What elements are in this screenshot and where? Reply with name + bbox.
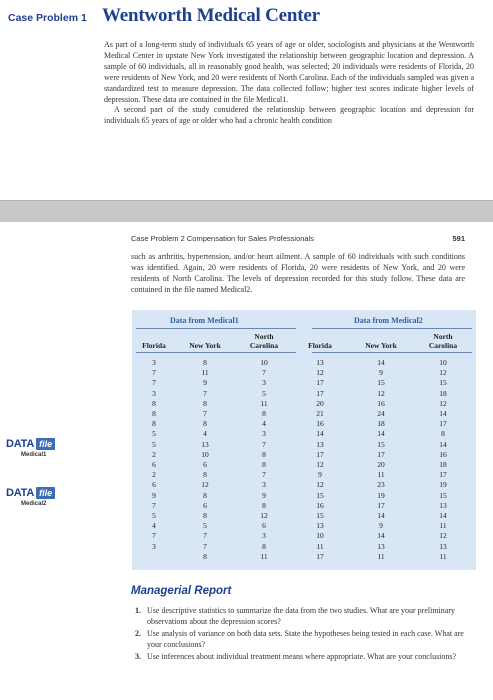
table-cell: 23 <box>377 480 385 490</box>
header-north-carolina-2 <box>414 332 472 350</box>
table-cell: 15 <box>439 490 447 500</box>
table-cell: 8 <box>441 429 445 439</box>
table-cell: 8 <box>203 398 207 408</box>
table-cell: 17 <box>316 449 324 459</box>
case-problem-1-text <box>104 40 474 127</box>
report-item: 2. Use analysis of variance on both data sets. State the hypotheses being tested in each case. What are your conclusions? <box>135 629 464 649</box>
table-cell: 16 <box>377 398 385 408</box>
page-break-band <box>0 200 493 224</box>
case-2-paragraph: such as arthritis, hypertension, and/or heart ailment. A sample of 60 individuals with such conditions was identified. Again, 20 were residents of Florida, 20 were residents of New York, and 20 were residents of North Carolina. The levels of depression recorded for this study follow. These data are contained in the file named Medical2. <box>131 252 465 294</box>
table-cell: 3 <box>152 388 156 398</box>
file-icon: file <box>36 487 55 499</box>
table-cell: 9 <box>379 368 383 378</box>
table-cell: 11 <box>377 551 385 561</box>
managerial-report-list <box>131 606 465 665</box>
column-medical2-florida <box>300 358 340 562</box>
medical1-header-rule <box>136 352 296 353</box>
table-cell: 12 <box>316 368 324 378</box>
table-cell: 24 <box>377 409 385 419</box>
table-cell: 13 <box>316 521 324 531</box>
table-cell: 18 <box>439 388 447 398</box>
case-problem-1-section <box>0 0 493 200</box>
medical2-header-rule <box>312 352 472 353</box>
table-cell: 17 <box>316 378 324 388</box>
table-cell: 8 <box>203 490 207 500</box>
table-cell <box>134 552 174 562</box>
case-problem-title: Wentworth Medical Center <box>102 5 320 26</box>
case-2-text <box>131 252 465 296</box>
table-cell: 12 <box>439 368 447 378</box>
table-cell: 7 <box>203 409 207 419</box>
medical1-title-rule <box>136 328 296 329</box>
table-cell: 12 <box>316 480 324 490</box>
table-cell: 12 <box>439 398 447 408</box>
table-cell: 8 <box>262 541 266 551</box>
table-cell: 16 <box>439 449 447 459</box>
case-problem-2-section <box>0 222 493 700</box>
table-cell: 4 <box>262 419 266 429</box>
table-cell: 10 <box>201 449 209 459</box>
page-number: 591 <box>452 234 465 243</box>
table-cell: 15 <box>377 378 385 388</box>
table-cell: 8 <box>203 511 207 521</box>
column-medical1-florida <box>134 358 174 562</box>
table-cell: 7 <box>152 500 156 510</box>
table-cell: 4 <box>152 521 156 531</box>
table-cell: 7 <box>262 470 266 480</box>
table-cell: 12 <box>201 480 209 490</box>
column-medical2-north-carolina <box>414 358 472 562</box>
table-cell: 8 <box>152 398 156 408</box>
table-cell: 20 <box>377 460 385 470</box>
table-cell: 11 <box>377 470 385 480</box>
table-cell: 15 <box>377 439 385 449</box>
table-cell: 18 <box>377 419 385 429</box>
header-north: North <box>433 332 453 341</box>
table-cell: 6 <box>262 521 266 531</box>
table-cell: 18 <box>439 460 447 470</box>
table-cell: 17 <box>316 388 324 398</box>
table-cell: 2 <box>152 470 156 480</box>
table-cell: 11 <box>260 551 268 561</box>
running-head <box>131 234 465 243</box>
table-cell: 7 <box>262 368 266 378</box>
table-cell: 11 <box>201 368 209 378</box>
data-file-name: Medical1 <box>21 452 47 458</box>
table-cell: 17 <box>377 500 385 510</box>
data-marker-word: DATA <box>6 438 35 450</box>
table-cell: 7 <box>152 368 156 378</box>
table-cell: 8 <box>262 460 266 470</box>
table-cell: 17 <box>439 470 447 480</box>
table-cell: 15 <box>316 511 324 521</box>
report-item: 1. Use descriptive statistics to summarize the data from the two studies. What are your preliminary observations about the depression scores? <box>135 606 455 626</box>
table-cell: 12 <box>439 531 447 541</box>
table-cell: 12 <box>377 388 385 398</box>
table-cell: 3 <box>152 358 156 367</box>
table-cell: 13 <box>316 439 324 449</box>
table-cell: 11 <box>439 551 447 561</box>
table-cell: 8 <box>262 409 266 419</box>
column-medical2-new-york <box>354 358 408 562</box>
table-cell: 13 <box>377 541 385 551</box>
table-cell: 11 <box>260 398 268 408</box>
table-cell: 20 <box>316 398 324 408</box>
table-cell: 14 <box>377 358 385 367</box>
table-cell: 9 <box>379 521 383 531</box>
table-cell: 13 <box>439 541 447 551</box>
table-cell: 6 <box>152 480 156 490</box>
table-cell: 8 <box>203 470 207 480</box>
table-cell: 15 <box>439 378 447 388</box>
table-cell: 5 <box>152 439 156 449</box>
data-marker-word: DATA <box>6 487 35 499</box>
case-1-paragraph-2: A second part of the study considered the relationship between geographic location and depression for individuals 65 years of age or older who had a chronic health condition <box>104 105 474 126</box>
table-cell: 5 <box>152 511 156 521</box>
table-cell: 10 <box>439 358 447 367</box>
table-cell: 5 <box>203 521 207 531</box>
table-cell: 17 <box>377 449 385 459</box>
table-cell: 6 <box>203 500 207 510</box>
table-cell: 8 <box>203 551 207 561</box>
table-cell: 7 <box>152 531 156 541</box>
managerial-report-title: Managerial Report <box>131 585 232 597</box>
table-cell: 3 <box>262 531 266 541</box>
table-cell: 6 <box>203 460 207 470</box>
header-carolina: Carolina <box>428 341 458 350</box>
table-cell: 9 <box>318 470 322 480</box>
table-cell: 3 <box>262 480 266 490</box>
table-cell: 10 <box>316 531 324 541</box>
table-cell: 3 <box>152 541 156 551</box>
table-cell: 7 <box>262 439 266 449</box>
header-florida-2: Florida <box>308 341 332 350</box>
table-cell: 9 <box>262 490 266 500</box>
table-cell: 21 <box>316 409 324 419</box>
header-new-york: New York <box>189 341 221 350</box>
table-cell: 7 <box>152 378 156 388</box>
table-cell: 7 <box>203 531 207 541</box>
header-north: North <box>254 332 274 341</box>
medical1-table-title: Data from Medical1 <box>170 316 239 325</box>
table-cell: 3 <box>262 429 266 439</box>
table-cell: 2 <box>152 449 156 459</box>
table-cell: 11 <box>316 541 324 551</box>
file-icon: file <box>36 438 55 450</box>
table-cell: 19 <box>439 480 447 490</box>
column-medical1-north-carolina <box>236 358 292 562</box>
running-head-title: Case Problem 2 Compensation for Sales Professionals <box>131 234 315 243</box>
table-cell: 8 <box>152 409 156 419</box>
table-cell: 9 <box>203 378 207 388</box>
table-cell: 13 <box>439 500 447 510</box>
table-cell: 6 <box>152 460 156 470</box>
table-cell: 14 <box>439 439 447 449</box>
table-cell: 16 <box>316 500 324 510</box>
table-cell: 8 <box>262 449 266 459</box>
table-cell: 15 <box>316 490 324 500</box>
table-cell: 14 <box>377 429 385 439</box>
table-cell: 8 <box>262 500 266 510</box>
table-cell: 8 <box>203 419 207 429</box>
table-cell: 12 <box>316 460 324 470</box>
column-medical1-new-york <box>180 358 230 562</box>
table-cell: 11 <box>439 521 447 531</box>
data-file-marker-medical2 <box>6 487 55 507</box>
table-cell: 7 <box>203 541 207 551</box>
table-cell: 17 <box>439 419 447 429</box>
depression-data-table <box>132 310 476 570</box>
table-cell: 14 <box>377 531 385 541</box>
table-cell: 19 <box>377 490 385 500</box>
table-cell: 5 <box>262 388 266 398</box>
table-cell: 12 <box>260 511 268 521</box>
table-cell: 14 <box>316 429 324 439</box>
data-file-marker-medical1 <box>6 438 55 458</box>
header-new-york-2: New York <box>365 341 397 350</box>
table-cell: 14 <box>439 409 447 419</box>
table-cell: 16 <box>316 419 324 429</box>
medical2-title-rule <box>312 328 472 329</box>
report-item: 3. Use inferences about individual treatment means where appropriate. What are your conclusions? <box>135 652 457 661</box>
medical2-table-title: Data from Medical2 <box>354 316 423 325</box>
header-carolina: Carolina <box>249 341 279 350</box>
case-1-paragraph-1: As part of a long-term study of individuals 65 years of age or older, sociologists and physicians at the Wentworth Medical Center in upstate New York investigated the relationship between geographic location and depression. A sample of 60 individuals, all in reasonably good health, was selected; 20 individuals were residents of Florida, 20 were residents of New York, and 20 were residents of North Carolina. Each of the individuals sampled was given a standardized test to measure depression. The data collected follow; higher test scores indicate higher levels of depression. These data are contained in the file Medical1. <box>104 40 474 104</box>
table-cell: 7 <box>203 388 207 398</box>
table-cell: 14 <box>377 511 385 521</box>
table-cell: 8 <box>152 419 156 429</box>
header-north-carolina <box>236 332 292 350</box>
table-cell: 17 <box>316 551 324 561</box>
table-cell: 4 <box>203 429 207 439</box>
table-cell: 9 <box>152 490 156 500</box>
table-cell: 10 <box>260 358 268 367</box>
table-cell: 3 <box>262 378 266 388</box>
header-florida: Florida <box>142 341 166 350</box>
data-file-name: Medical2 <box>21 501 47 507</box>
table-cell: 8 <box>203 358 207 367</box>
case-problem-label: Case Problem 1 <box>8 12 87 24</box>
table-cell: 14 <box>439 511 447 521</box>
table-cell: 13 <box>316 358 324 367</box>
table-cell: 13 <box>201 439 209 449</box>
table-cell: 5 <box>152 429 156 439</box>
